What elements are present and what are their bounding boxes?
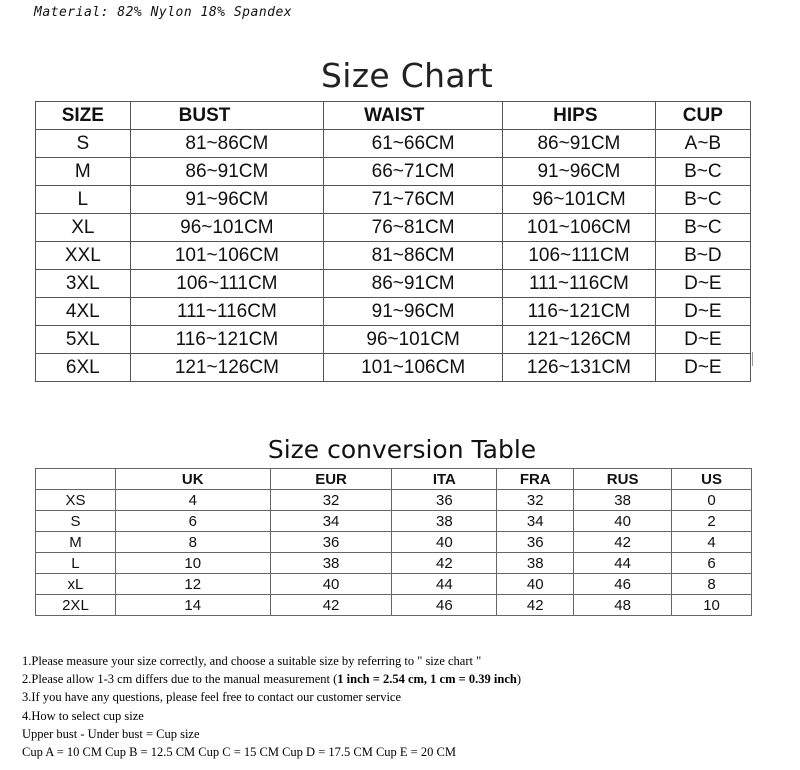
header-uk: UK: [115, 469, 270, 490]
conversion-table: [35, 468, 752, 616]
size-cell: L: [36, 553, 116, 574]
header-us: US: [672, 469, 752, 490]
header-waist: WAIST: [324, 102, 503, 130]
table-row: [36, 490, 752, 511]
value-cell: 36: [392, 490, 497, 511]
value-cell: 86~91CM: [324, 270, 503, 298]
note-line: Upper bust - Under bust = Cup size: [22, 726, 200, 741]
value-cell: 116~121CM: [130, 326, 324, 354]
value-cell: 91~96CM: [503, 158, 656, 186]
size-cell: XL: [36, 214, 131, 242]
header-hips: HIPS: [503, 102, 656, 130]
table-row: [36, 130, 751, 158]
note-line: 4.How to select cup size: [22, 708, 144, 723]
value-cell: A~B: [655, 130, 750, 158]
size-cell: 2XL: [36, 595, 116, 616]
value-cell: 8: [115, 532, 270, 553]
value-cell: 96~101CM: [324, 326, 503, 354]
value-cell: 36: [497, 532, 574, 553]
size-chart-table: [35, 101, 751, 382]
value-cell: 6: [672, 553, 752, 574]
value-cell: 111~116CM: [503, 270, 656, 298]
value-cell: 40: [574, 511, 672, 532]
value-cell: 86~91CM: [503, 130, 656, 158]
value-cell: 10: [672, 595, 752, 616]
table-row: [36, 270, 751, 298]
value-cell: B~D: [655, 242, 750, 270]
value-cell: 38: [270, 553, 392, 574]
value-cell: 76~81CM: [324, 214, 503, 242]
size-chart-body: [36, 130, 751, 382]
value-cell: 12: [115, 574, 270, 595]
value-cell: 34: [270, 511, 392, 532]
table-row: [36, 532, 752, 553]
table-row: [36, 298, 751, 326]
value-cell: 38: [574, 490, 672, 511]
table-row: [36, 214, 751, 242]
value-cell: 40: [392, 532, 497, 553]
value-cell: 38: [392, 511, 497, 532]
value-cell: 121~126CM: [130, 354, 324, 382]
value-cell: 44: [392, 574, 497, 595]
size-cell: 4XL: [36, 298, 131, 326]
header-rus: RUS: [574, 469, 672, 490]
size-cell: XXL: [36, 242, 131, 270]
size-cell: S: [36, 511, 116, 532]
material-label: Material: 82% Nylon 18% Spandex: [34, 5, 293, 20]
table-row: [36, 186, 751, 214]
value-cell: 44: [574, 553, 672, 574]
size-cell: S: [36, 130, 131, 158]
header-size: SIZE: [36, 102, 131, 130]
notes: [22, 652, 782, 761]
header-fra: FRA: [497, 469, 574, 490]
table-row: [36, 511, 752, 532]
value-cell: 32: [270, 490, 392, 511]
value-cell: 0: [672, 490, 752, 511]
value-cell: D~E: [655, 270, 750, 298]
table-row: [36, 326, 751, 354]
value-cell: 101~106CM: [503, 214, 656, 242]
value-cell: 8: [672, 574, 752, 595]
size-cell: M: [36, 158, 131, 186]
table-row: [36, 354, 751, 382]
value-cell: 116~121CM: [503, 298, 656, 326]
table-row: [36, 595, 752, 616]
value-cell: 34: [497, 511, 574, 532]
value-cell: 42: [270, 595, 392, 616]
value-cell: 10: [115, 553, 270, 574]
table-row: [36, 553, 752, 574]
value-cell: 2: [672, 511, 752, 532]
note-line: 3.If you have any questions, please feel free to contact our customer service: [22, 690, 402, 705]
value-cell: 111~116CM: [130, 298, 324, 326]
note-text: ): [516, 672, 521, 687]
value-cell: 46: [574, 574, 672, 595]
value-cell: 38: [497, 553, 574, 574]
size-cell: 3XL: [36, 270, 131, 298]
value-cell: 32: [497, 490, 574, 511]
divider: [752, 352, 753, 366]
header-ita: ITA: [392, 469, 497, 490]
size-cell: XS: [36, 490, 116, 511]
value-cell: 96~101CM: [130, 214, 324, 242]
value-cell: 101~106CM: [130, 242, 324, 270]
size-cell: M: [36, 532, 116, 553]
value-cell: 4: [115, 490, 270, 511]
note-line: Cup A = 10 CM Cup B = 12.5 CM Cup C = 15 CM Cup D = 17.5 CM Cup E = 20 CM: [22, 745, 456, 760]
size-cell: 6XL: [36, 354, 131, 382]
value-cell: 6: [115, 511, 270, 532]
value-cell: 81~86CM: [324, 242, 503, 270]
value-cell: 4: [672, 532, 752, 553]
value-cell: 48: [574, 595, 672, 616]
value-cell: 42: [574, 532, 672, 553]
value-cell: 61~66CM: [324, 130, 503, 158]
value-cell: 106~111CM: [503, 242, 656, 270]
table-row: [36, 574, 752, 595]
size-cell: xL: [36, 574, 116, 595]
size-cell: 5XL: [36, 326, 131, 354]
conversion-body: [36, 490, 752, 616]
value-cell: B~C: [655, 158, 750, 186]
value-cell: 106~111CM: [130, 270, 324, 298]
size-chart-title: Size Chart: [321, 56, 493, 95]
size-chart-header-row: [36, 102, 751, 130]
value-cell: D~E: [655, 326, 750, 354]
header-bust: BUST: [130, 102, 324, 130]
value-cell: 96~101CM: [503, 186, 656, 214]
value-cell: D~E: [655, 354, 750, 382]
value-cell: B~C: [655, 186, 750, 214]
value-cell: 40: [270, 574, 392, 595]
note-text: 2.Please allow 1-3 cm differs due to the manual measurement (: [22, 672, 338, 687]
value-cell: 42: [497, 595, 574, 616]
value-cell: 14: [115, 595, 270, 616]
size-cell: L: [36, 186, 131, 214]
table-row: [36, 158, 751, 186]
value-cell: 66~71CM: [324, 158, 503, 186]
value-cell: B~C: [655, 214, 750, 242]
conversion-header-row: [36, 469, 752, 490]
value-cell: 91~96CM: [130, 186, 324, 214]
header-cup: CUP: [655, 102, 750, 130]
value-cell: 42: [392, 553, 497, 574]
value-cell: 71~76CM: [324, 186, 503, 214]
header-eur: EUR: [270, 469, 392, 490]
value-cell: 126~131CM: [503, 354, 656, 382]
value-cell: 121~126CM: [503, 326, 656, 354]
conversion-table-title: Size conversion Table: [267, 435, 537, 464]
value-cell: 101~106CM: [324, 354, 503, 382]
value-cell: 36: [270, 532, 392, 553]
note-line: 1.Please measure your size correctly, and choose a suitable size by referring to " size chart ": [22, 654, 482, 668]
header-size-blank: [36, 469, 116, 490]
table-row: [36, 242, 751, 270]
note-line: [22, 670, 782, 688]
value-cell: 46: [392, 595, 497, 616]
value-cell: 40: [497, 574, 574, 595]
value-cell: 86~91CM: [130, 158, 324, 186]
value-cell: 91~96CM: [324, 298, 503, 326]
value-cell: 81~86CM: [130, 130, 324, 158]
note-conversion-bold: 1 inch = 2.54 cm, 1 cm = 0.39 inch: [337, 672, 517, 687]
value-cell: D~E: [655, 298, 750, 326]
